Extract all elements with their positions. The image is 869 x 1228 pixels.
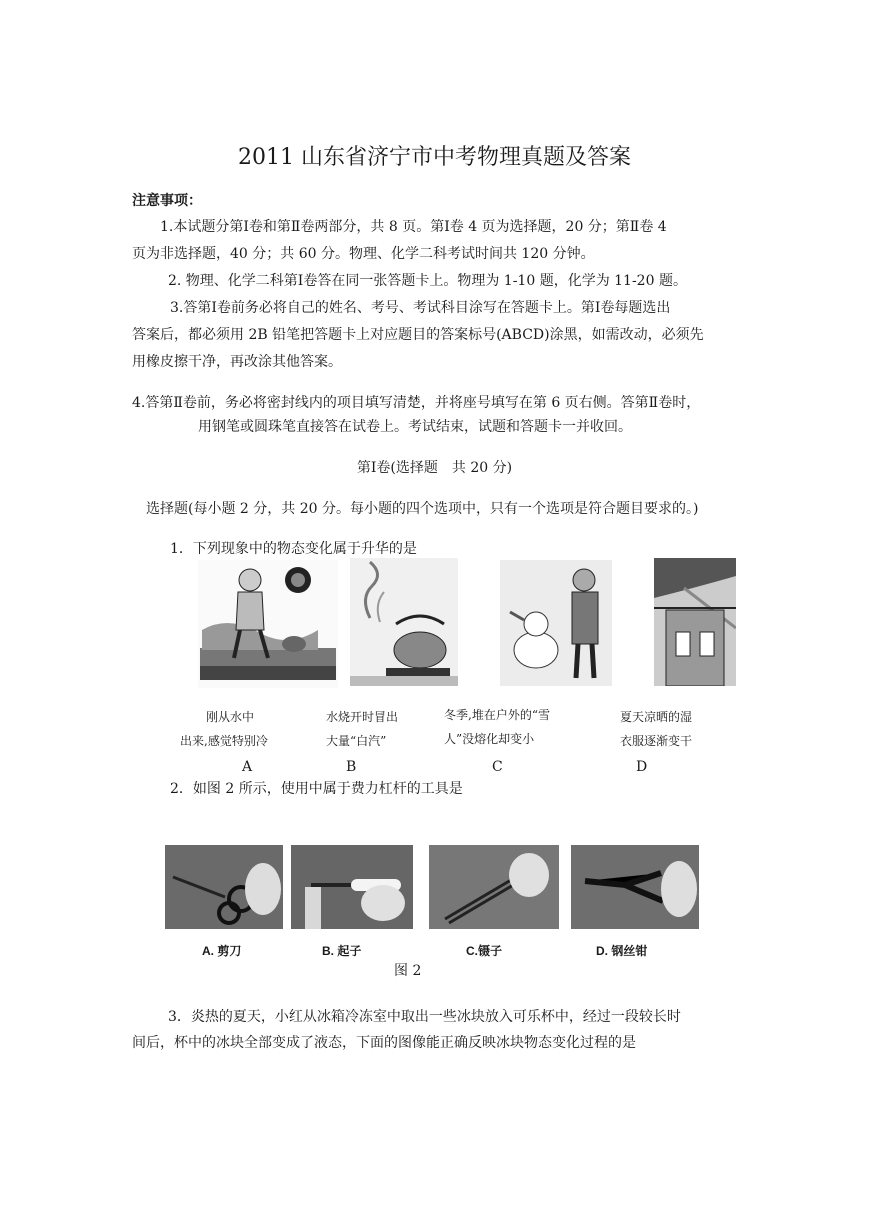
pliers-photo [571,845,699,929]
question-3-line-1: 3．炎热的夏天，小红从冰箱冷冻室中取出一些冰块放入可乐杯中，经过一段较长时 [168,1009,681,1025]
notice-line: 1.本试题分第Ⅰ卷和第Ⅱ卷两部分，共 8 页。第Ⅰ卷 4 页为选择题，20 分；第Ⅱ卷 4 [160,219,667,235]
q1-option-a-caption-line-1: 刚从水中 [206,710,255,724]
figure-2-label: 图 2 [394,963,422,979]
scissors-photo [165,845,283,929]
question-2-stem: 2．如图 2 所示，使用中属于费力杠杆的工具是 [170,781,463,797]
q1-option-d-letter: D [636,759,648,775]
q1-option-d-caption-line-1: 夏天凉晒的湿 [620,710,693,724]
page-title: 2011 山东省济宁市中考物理真题及答案 [238,145,631,170]
q1-option-c-letter: C [492,759,503,775]
tweezers-photo [429,845,559,929]
notice-line: 3.答第Ⅰ卷前务必将自己的姓名、考号、考试科目涂写在答题卡上。第Ⅰ卷每题选出 [170,300,671,316]
q1-option-d-illustration [654,558,736,686]
q1-option-a-letter: A [242,759,253,775]
q1-option-c-caption-line-2: 人”没熔化却变小 [444,732,535,746]
q1-option-c-caption-line-1: 冬季,堆在户外的“雪 [444,708,550,722]
q1-option-b-illustration [350,558,458,686]
notice-heading: 注意事项： [132,193,202,209]
q1-option-b-letter: B [346,759,357,775]
q1-option-b-caption-line-2: 大量“白汽” [326,734,387,748]
section-title: 第Ⅰ卷(选择题 共 20 分) [356,460,513,476]
q2-option-b-label: B. 起子 [322,944,362,958]
notice-line: 答案后，都必须用 2B 铅笔把答题卡上对应题目的答案标号(ABCD)涂黑，如需改动，必须先 [132,327,704,343]
bottle-opener-photo [291,845,413,929]
q1-option-d-caption-line-2: 衣服逐渐变干 [620,734,693,748]
question-3-line-2: 间后，杯中的冰块全部变成了液态，下面的图像能正确反映冰块物态变化过程的是 [132,1035,636,1051]
notice-line: 用钢笔或圆珠笔直接答在试卷上。考试结束，试题和答题卡一并收回。 [198,419,632,435]
q2-option-d-label: D. 钢丝钳 [596,944,648,958]
q1-option-b-caption-line-1: 水烧开时冒出 [326,710,399,724]
q2-option-a-label: A. 剪刀 [202,944,242,958]
notice-line: 页为非选择题，40 分；共 60 分。物理、化学二科考试时间共 120 分钟。 [132,246,595,262]
q1-option-c-illustration [500,560,612,686]
q1-option-a-caption-line-2: 出来,感觉特别冷 [180,734,268,748]
notice-line: 用橡皮擦干净，再改涂其他答案。 [132,354,342,370]
notice-line: 4.答第Ⅱ卷前，务必将密封线内的项目填写清楚，并将座号填写在第 6 页右侧。答第Ⅱ卷时， [132,395,701,411]
question-1-stem: 1．下列现象中的物态变化属于升华的是 [170,541,417,557]
q2-option-c-label: C.镊子 [466,944,503,958]
section-instruction: 选择题(每小题 2 分，共 20 分。每小题的四个选项中，只有一个选项是符合题目要求的。) [146,501,699,517]
q1-option-a-illustration [198,560,338,688]
notice-line: 2. 物理、化学二科第Ⅰ卷答在同一张答题卡上。物理为 1-10 题，化学为 11-20 题。 [168,273,687,289]
